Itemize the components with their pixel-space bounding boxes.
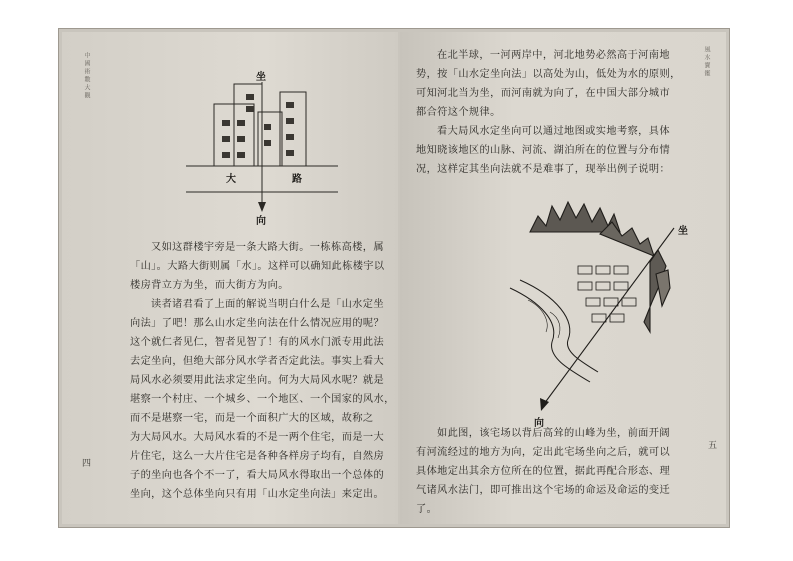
- text-line: 势，按「山水定坐向法」以高处为山，低处为水的原则，: [416, 69, 681, 80]
- figure-label-da: 大: [226, 174, 236, 185]
- right-running-head: 風水寶鑑: [703, 46, 710, 78]
- text-line: 都合符这个规律。: [416, 107, 501, 118]
- text-line: 为大局风水。大局风水看的不是一两个住宅，而是一大: [130, 432, 385, 443]
- left-body-text: [130, 238, 395, 504]
- figure-label-xiang-right: 向: [534, 418, 544, 429]
- right-page: [400, 32, 726, 524]
- left-page: [62, 32, 398, 524]
- text-line: 「山」。大路大街则属「水」。这样可以确知此栋楼宇以: [130, 261, 385, 272]
- text-line: 向法」了吧！那么山水定坐向法在什么情况应用的呢？: [130, 318, 385, 329]
- text-line: 而不是堪察一宅，而是一个面积广大的区域，故称之: [130, 413, 374, 424]
- left-running-head: 中國術數大觀: [83, 52, 90, 100]
- right-body-text-bottom: [416, 424, 670, 519]
- text-line: 地知晓该地区的山脉、河流、湖泊所在的位置与分布情: [416, 145, 671, 156]
- right-body-text-top: [416, 46, 681, 179]
- right-page-number: 五: [708, 441, 718, 451]
- text-line: 况，这样定其坐向法就不是难事了，现举出例子说明：: [416, 164, 671, 175]
- text-line: 看大局风水定坐向可以通过地图或实地考察，具体: [437, 126, 670, 137]
- text-line: 又如这群楼宇旁是一条大路大街。一栋栋高楼，属: [151, 242, 384, 253]
- figure-label-zuo-right: 坐: [678, 226, 688, 237]
- text-line: 在北半球，一河两岸中，河北地势必然高于河南地: [437, 50, 670, 61]
- text-line: 可知河北当为坐，而河南就为向了，在中国大部分城市: [416, 88, 671, 99]
- text-line: 这个就仁者见仁，智者见智了！有的风水门派专用此法: [130, 337, 385, 348]
- figure-label-lu: 路: [292, 174, 302, 185]
- book-spread: [58, 28, 730, 528]
- text-line: 了。: [416, 504, 438, 515]
- text-line: 楼房背立方为坐，而大街方为向。: [130, 280, 289, 291]
- text-line: 气诸风水法门，即可推出这个宅场的命运及命运的变迁: [416, 485, 671, 496]
- text-line: 局风水必须要用此法求定坐向。何为大局风水呢？就是: [130, 375, 385, 386]
- figure-label-xiang: 向: [256, 216, 266, 227]
- text-line: 读者诸君看了上面的解说当明白什么是「山水定坐: [151, 299, 384, 310]
- text-line: 具体地定出其余方位所在的位置，据此再配合形态、理: [416, 466, 671, 477]
- text-line: 如此图，该宅场以背后高耸的山峰为坐，前面开阔: [437, 428, 670, 439]
- figure-label-zuo: 坐: [256, 72, 266, 83]
- text-line: 片住宅，这么一大片住宅是各种各样房子均有，自然房: [130, 451, 385, 462]
- text-line: 有河流经过的地方为向，定出此宅场坐向之后，就可以: [416, 447, 671, 458]
- left-page-number: 四: [82, 459, 92, 469]
- text-line: 去定坐向，但绝大部分风水学者否定此法。事实上看大: [130, 356, 385, 367]
- text-line: 坐向，这个总体坐向只有用「山水定坐向法」来定出。: [130, 489, 385, 500]
- text-line: 子的坐向也各个不一了，看大局风水得取出一个总体的: [130, 470, 385, 481]
- text-line: 堪察一个村庄、一个城乡、一个地区、一个国家的风水，: [130, 394, 395, 405]
- building-road-figure: [62, 32, 398, 242]
